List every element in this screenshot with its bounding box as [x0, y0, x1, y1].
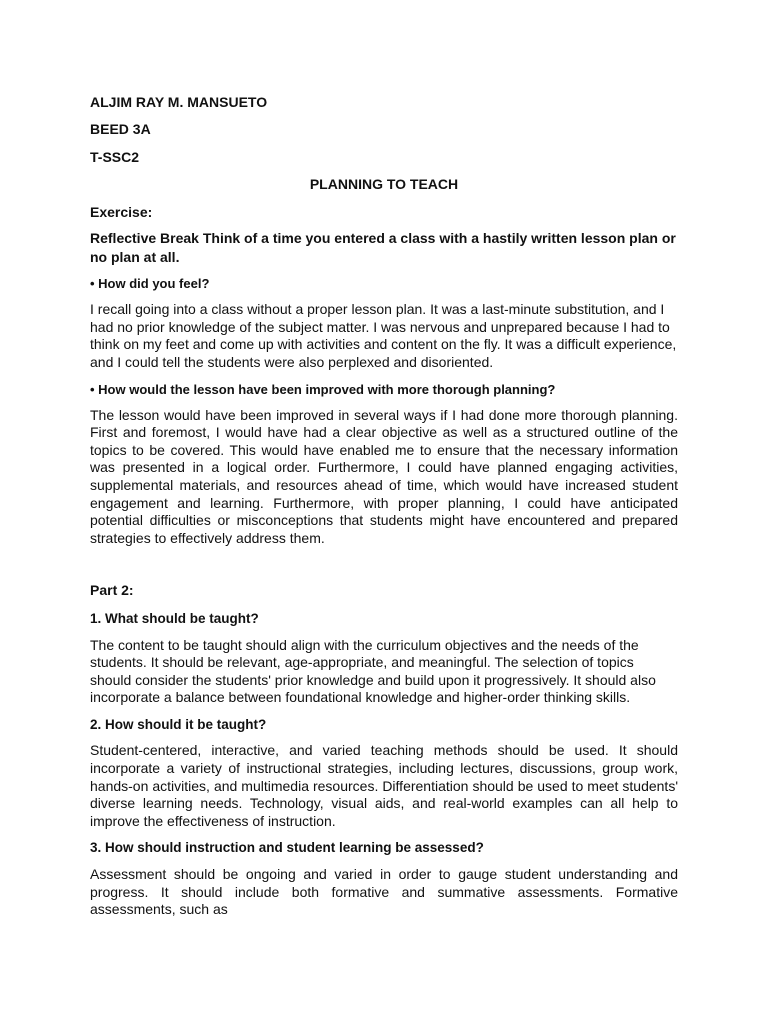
question-assessment: 3. How should instruction and student learning be assessed? — [90, 840, 484, 856]
author-name: ALJIM RAY M. MANSUETO — [90, 94, 268, 110]
question-how-did-you-feel: • How did you feel? — [90, 276, 210, 292]
section-spacer — [90, 556, 678, 582]
question-how-taught: 2. How should it be taught? — [90, 716, 267, 732]
question-improved-planning: • How would the lesson have been improved with more thorough planning? — [90, 381, 556, 397]
document-title: PLANNING TO TEACH — [309, 176, 459, 192]
exercise-prompt: Reflective Break Think of a time you entered a class with a hastily written lesson plan or no plan at all. — [90, 230, 676, 266]
answer-assessment: Assessment should be ongoing and varied in order to gauge student understanding and progress. It should include both formative and summative assessments. Formative assessments, such as — [90, 866, 678, 918]
answer-what-taught: The content to be taught should align with the curriculum objectives and the needs of the students. It should be relevant, age-appropriate, and meaningful. The selection of topics should consider the students' prior knowledge and build upon it progressively. It should also incorporate a balance between foundational knowledge and higher-order thinking skills. — [90, 636, 656, 706]
course-section: BEED 3A — [90, 121, 151, 137]
part2-label: Part 2: — [90, 582, 134, 599]
exercise-label: Exercise: — [90, 203, 153, 220]
answer-improved-planning: The lesson would have been improved in several ways if I had done more thorough planning. First and foremost, I would have had a clear objective as well as a structured outline of the topics to be covered. This would have enabled me to ensure that the necessary information was presented in a logical order. Furthermore, I could have planned engaging activities, supplemental materials, and resources ahead of time, which would have increased student engagement and learning. Furthermore, with proper planning, I could have anticipated potential difficulties or misconceptions that students might have encountered and prepared strategies to effectively address them. — [90, 406, 678, 546]
question-what-taught: 1. What should be taught? — [90, 610, 259, 626]
course-code: T-SSC2 — [90, 149, 140, 165]
answer-how-did-you-feel: I recall going into a class without a proper lesson plan. It was a last-minute substitution, and I had no prior knowledge of the subject matter. I was nervous and unprepared because I had to think on my feet and come up with activities and content on the fly. It was a difficult experience, and I could tell the students were also perplexed and disoriented. — [90, 301, 677, 370]
document-body — [90, 176, 678, 928]
answer-how-taught: Student-centered, interactive, and varied teaching methods should be used. It should incorporate a variety of instructional strategies, including lectures, discussions, group work, hands-on activities, and multimedia resources. Differentiation should be used to meet students' diverse learning needs. Technology, visual aids, and real-world examples can all help to improve the effectiveness of instruction. — [90, 742, 678, 829]
